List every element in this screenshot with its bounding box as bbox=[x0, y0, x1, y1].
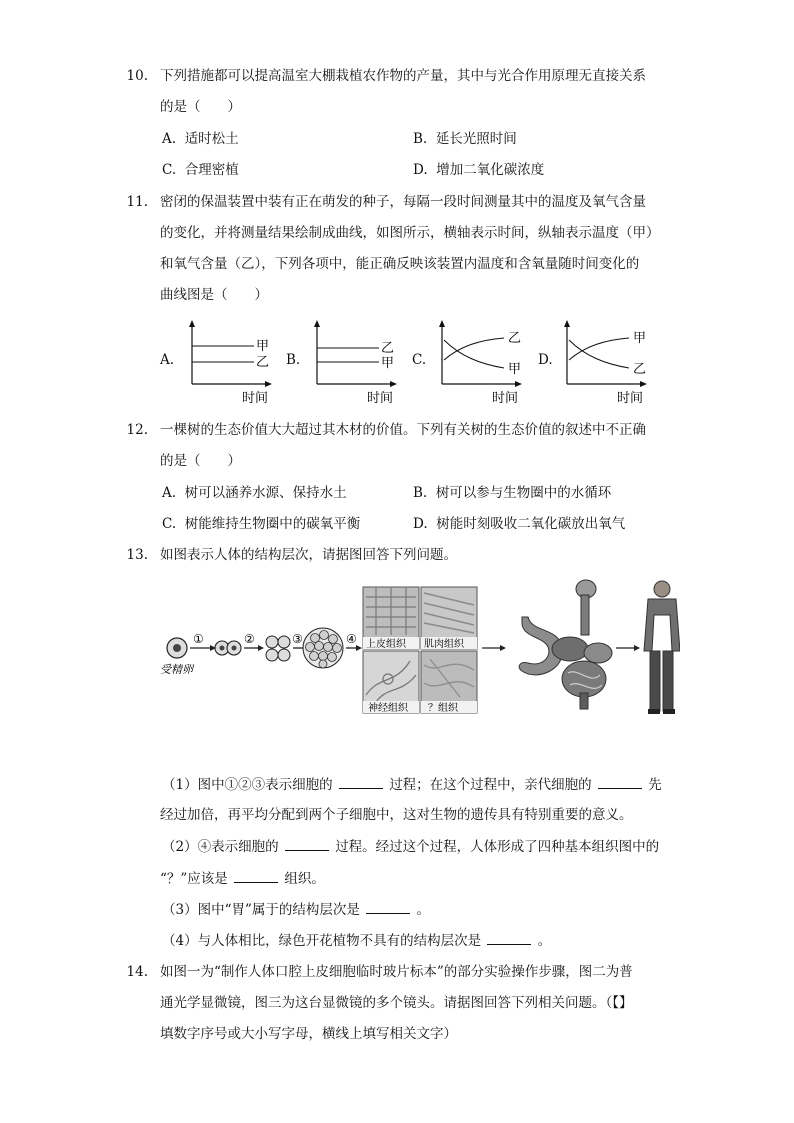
graph-c[interactable] bbox=[430, 318, 530, 408]
curve-label: 甲 bbox=[256, 339, 270, 354]
option-text: 树能维持生物圈中的碳氧平衡 bbox=[184, 516, 361, 532]
tissue-label: 上皮组织 bbox=[366, 639, 406, 650]
graph-a[interactable] bbox=[180, 318, 280, 408]
option-text: 合理密植 bbox=[184, 162, 239, 178]
option-a[interactable] bbox=[162, 483, 347, 503]
answer-blank[interactable] bbox=[234, 868, 278, 883]
option-a[interactable] bbox=[162, 129, 239, 149]
option-b[interactable] bbox=[413, 129, 517, 149]
question-stem: 和氧气含量（乙），下列各项中，能正确反映该装置内温度和含氧量随时间变化的 bbox=[160, 256, 640, 272]
subquestion-2-cont: “？”应该是 组织。 bbox=[160, 868, 325, 889]
graph-c-label: C. bbox=[412, 352, 427, 368]
subquestion-3: （3）图中“胃”属于的结构层次是 。 bbox=[162, 899, 430, 920]
curve-label: 乙 bbox=[633, 362, 647, 377]
question-stem: 的是（ ） bbox=[160, 99, 241, 115]
curve-label: 乙 bbox=[508, 331, 522, 346]
question-number: 10. bbox=[126, 68, 148, 84]
answer-blank[interactable] bbox=[285, 836, 329, 851]
option-c[interactable] bbox=[162, 514, 360, 534]
question-stem: 下列措施都可以提高温室大棚栽植农作物的产量，其中与光合作用原理无直接关系 bbox=[160, 68, 646, 84]
step-label: ① bbox=[193, 632, 204, 646]
option-label: C. bbox=[162, 516, 177, 532]
option-label: B. bbox=[413, 485, 428, 501]
tissue-panel-group bbox=[363, 587, 477, 714]
option-text: 树能时刻吸收二氧化碳放出氧气 bbox=[436, 516, 626, 532]
step-label: ② bbox=[244, 632, 255, 646]
curve-label: 甲 bbox=[381, 356, 395, 371]
option-text: 延长光照时间 bbox=[435, 131, 517, 147]
question-stem: 如图表示人体的结构层次，请据图回答下列问题。 bbox=[160, 547, 457, 563]
question-number: 12. bbox=[126, 422, 148, 438]
option-label: A. bbox=[162, 131, 177, 147]
answer-blank[interactable] bbox=[487, 930, 531, 945]
body-structure-figure bbox=[160, 575, 680, 735]
question-number: 13. bbox=[126, 547, 148, 563]
subquestion-1: （1）图中①②③表示细胞的 过程；在这个过程中，亲代细胞的 先 bbox=[162, 774, 662, 795]
zygote-label: 受精卵 bbox=[160, 663, 193, 676]
option-label: D. bbox=[413, 162, 428, 178]
curve-label: 乙 bbox=[256, 355, 270, 370]
option-text: 适时松土 bbox=[184, 131, 239, 147]
graph-b[interactable] bbox=[305, 318, 405, 408]
curve-label: 甲 bbox=[508, 362, 522, 377]
question-stem: 一棵树的生态价值大大超过其木材的价值。下列有关树的生态价值的叙述中不正确 bbox=[160, 422, 646, 438]
digestive-system-icon bbox=[552, 580, 612, 709]
option-text: 树可以涵养水源、保持水土 bbox=[184, 485, 347, 501]
question-number: 14. bbox=[126, 964, 148, 980]
subquestion-2: （2）④表示细胞的 过程。经过这个过程，人体形成了四种基本组织图中的 bbox=[162, 836, 659, 857]
graph-a-label: A. bbox=[160, 352, 175, 368]
option-text: 树可以参与生物圈中的水循环 bbox=[435, 485, 612, 501]
option-text: 增加二氧化碳浓度 bbox=[436, 162, 545, 178]
answer-blank[interactable] bbox=[598, 774, 642, 789]
option-c[interactable] bbox=[162, 160, 239, 180]
subquestion-1-cont: 经过加倍，再平均分配到两个子细胞中，这对生物的遗传具有特别重要的意义。 bbox=[160, 807, 633, 823]
answer-blank[interactable] bbox=[339, 774, 383, 789]
option-label: B. bbox=[413, 131, 428, 147]
graph-d-label: D. bbox=[538, 352, 553, 368]
question-stem: 通光学显微镜，图三为这台显微镜的多个镜头。请据图回答下列相关问题。（【】 bbox=[160, 995, 633, 1011]
step-label: ③ bbox=[292, 632, 303, 646]
question-number: 11. bbox=[126, 194, 148, 210]
option-label: C. bbox=[162, 162, 177, 178]
option-b[interactable] bbox=[413, 483, 611, 503]
option-label: D. bbox=[413, 516, 428, 532]
question-stem: 的是（ ） bbox=[160, 453, 241, 469]
graph-b-label: B. bbox=[286, 352, 301, 368]
human-body-icon bbox=[644, 581, 680, 714]
question-stem: 填数字序号或大小写字母，横线上填写相关文字） bbox=[160, 1026, 457, 1042]
option-d[interactable] bbox=[413, 514, 625, 534]
tissue-label: 神经组织 bbox=[368, 703, 408, 714]
tissue-label: 肌肉组织 bbox=[424, 639, 464, 650]
x-axis-label: 时间 bbox=[242, 391, 269, 406]
subquestion-4: （4）与人体相比，绿色开花植物不具有的结构层次是 。 bbox=[162, 930, 551, 951]
option-d[interactable] bbox=[413, 160, 544, 180]
option-label: A. bbox=[162, 485, 177, 501]
answer-blank[interactable] bbox=[366, 899, 410, 914]
x-axis-label: 时间 bbox=[492, 391, 519, 406]
question-stem: 如图一为“制作人体口腔上皮细胞临时玻片标本”的部分实验操作步骤，图二为普 bbox=[160, 964, 633, 980]
question-stem: 曲线图是（ ） bbox=[160, 287, 268, 303]
curve-label: 乙 bbox=[381, 341, 395, 356]
step-label: ④ bbox=[346, 632, 357, 646]
curve-label: 甲 bbox=[633, 331, 647, 346]
question-stem: 的变化，并将测量结果绘制成曲线，如图所示，横轴表示时间，纵轴表示温度（甲） bbox=[160, 225, 660, 241]
graph-d[interactable] bbox=[555, 318, 655, 408]
tissue-label: ？组织 bbox=[428, 703, 458, 714]
question-stem: 密闭的保温装置中装有正在萌发的种子，每隔一段时间测量其中的温度及氧气含量 bbox=[160, 194, 646, 210]
x-axis-label: 时间 bbox=[617, 391, 644, 406]
x-axis-label: 时间 bbox=[367, 391, 394, 406]
